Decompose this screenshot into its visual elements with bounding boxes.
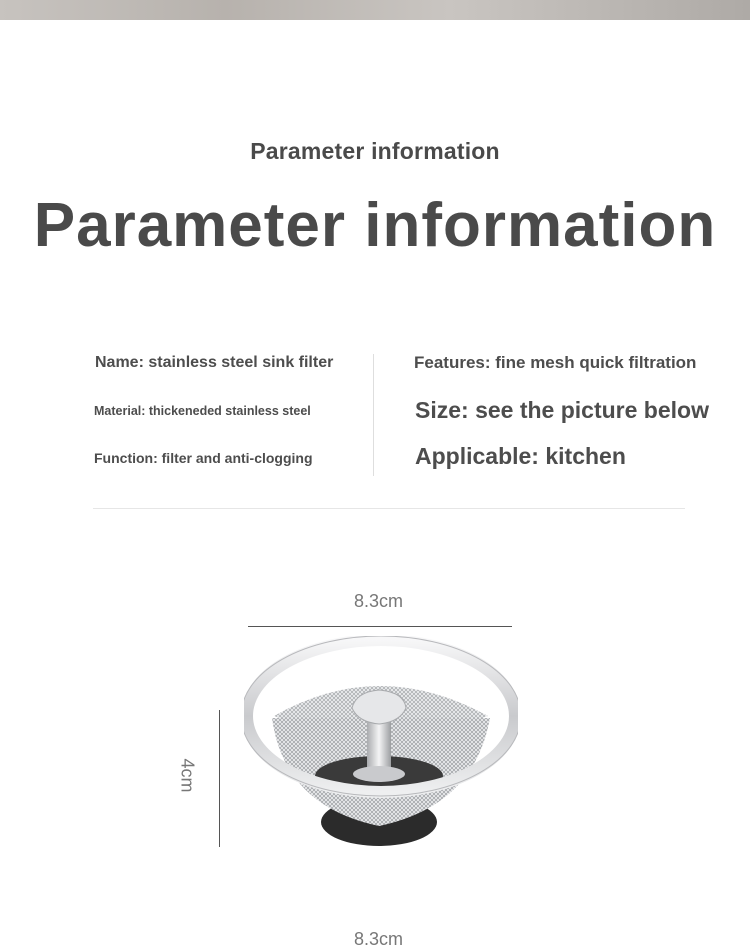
spec-features: Features: fine mesh quick filtration xyxy=(414,353,697,372)
spec-material: Material: thickeneded stainless steel xyxy=(94,404,311,418)
spec-applicable: Applicable: kitchen xyxy=(415,443,626,469)
section-divider xyxy=(93,508,685,509)
spec-function: Function: filter and anti-clogging xyxy=(94,450,313,466)
spec-column-divider xyxy=(373,354,374,476)
spec-name: Name: stainless steel sink filter xyxy=(95,354,334,371)
height-dimension-line xyxy=(219,710,220,847)
width-dimension-label: 8.3cm xyxy=(354,591,404,611)
section-subtitle: Parameter information xyxy=(250,138,500,164)
width-dimension-label-bottom: 8.3cm xyxy=(354,929,404,949)
center-post xyxy=(367,720,391,774)
top-banner-strip xyxy=(0,0,750,20)
section-title: Parameter information xyxy=(33,191,717,260)
width-dimension-line xyxy=(248,626,512,627)
height-dimension-label: 4cm xyxy=(177,758,198,793)
spec-size: Size: see the picture below xyxy=(415,397,709,423)
sink-strainer-image xyxy=(244,636,518,852)
